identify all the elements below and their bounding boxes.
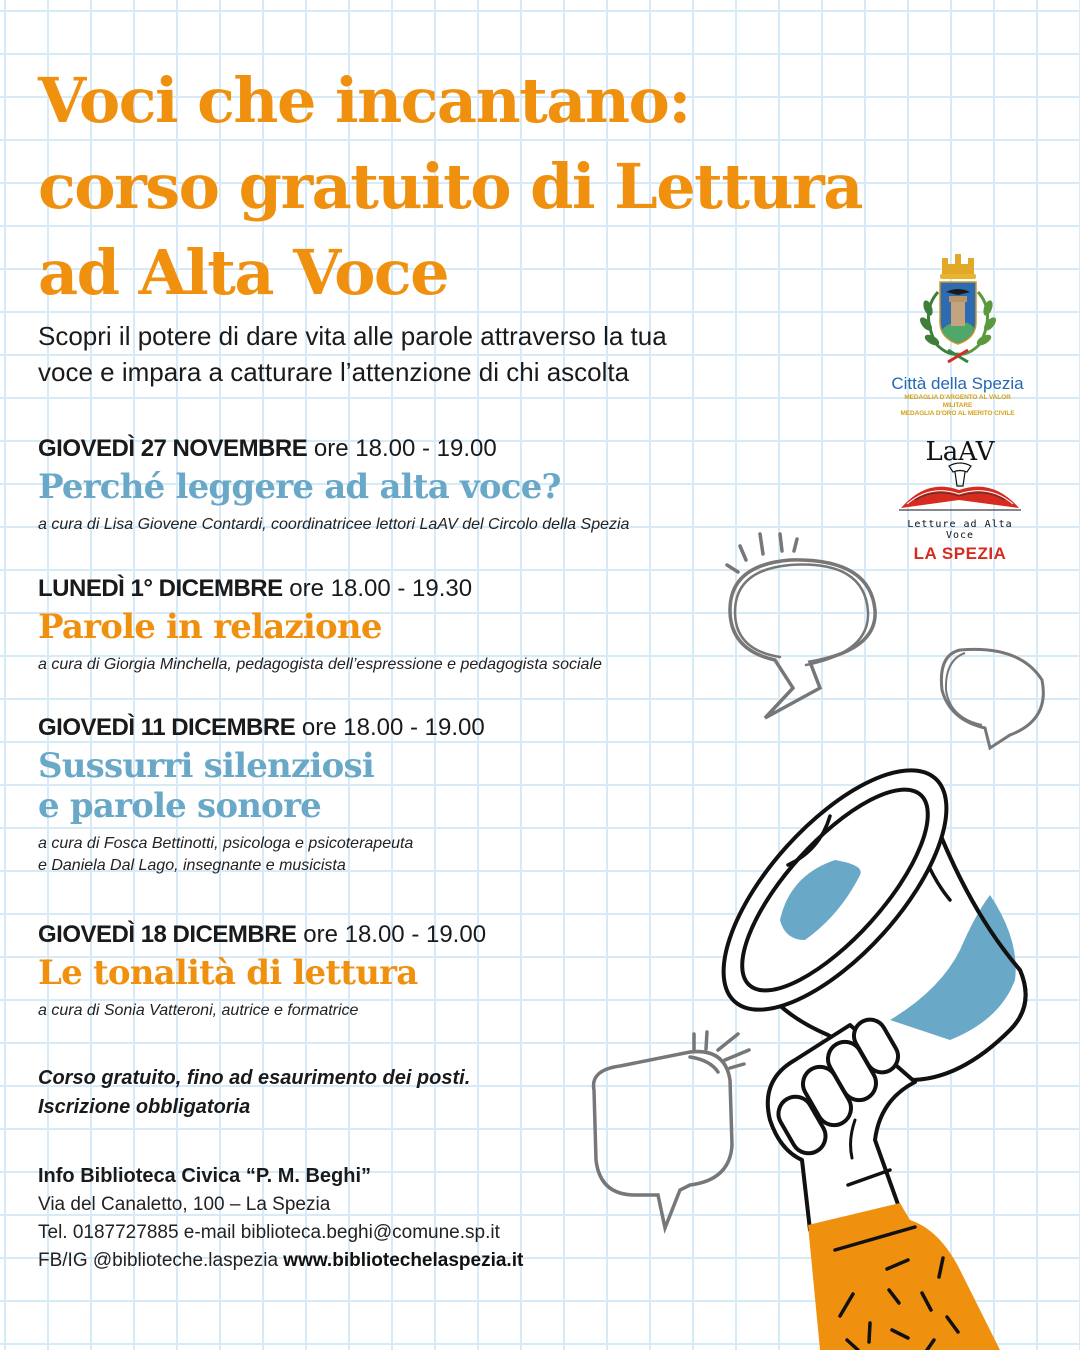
city-logo [890, 252, 1025, 418]
event-curator: a cura di Giorgia Minchella, pedagogista dell’espressione e pedagogista sociale [38, 656, 602, 673]
open-book-icon [897, 432, 1023, 514]
event-date-line [38, 920, 486, 950]
page-title [38, 58, 862, 316]
notice-line: Corso gratuito, fino ad esaurimento dei posti. [38, 1067, 471, 1089]
subtitle-line: Scopri il potere di dare vita alle parole attraverso la tua [38, 321, 667, 351]
subtitle-line: voce e impara a catturare l’attenzione di chi ascolta [38, 357, 630, 387]
speech-bubble-icon [727, 534, 875, 718]
event-date-line [38, 574, 602, 604]
event-time: ore 18.00 - 19.00 [301, 714, 485, 741]
info-title: Info Biblioteca Civica “P. M. Beghi” [38, 1165, 372, 1187]
laav-subtitle: Letture ad Alta Voce [907, 519, 1013, 541]
event-date: GIOVEDÌ 18 DICEMBRE [38, 921, 297, 948]
library-info [38, 1161, 523, 1275]
info-address: Via del Canaletto, 100 – La Spezia [38, 1194, 331, 1215]
info-website-link[interactable]: www.bibliotechelaspezia.it [283, 1250, 524, 1271]
megaphone-illustration [580, 520, 1080, 1350]
event-time: ore 18.00 - 19.00 [303, 921, 487, 948]
event-item [38, 920, 486, 1022]
event-time: ore 18.00 - 19.00 [313, 435, 497, 462]
subtitle [38, 318, 858, 390]
event-title: Sussurri silenziosi [38, 746, 374, 786]
title-line: ad Alta Voce [38, 236, 449, 309]
event-date-line [38, 434, 629, 464]
speech-bubble-icon [594, 1032, 749, 1350]
event-title: Le tonalità di lettura [38, 953, 418, 993]
event-item [38, 713, 485, 877]
event-curator: a cura di Sonia Vatteroni, autrice e formatrice [38, 1002, 359, 1019]
event-date: LUNEDÌ 1° DICEMBRE [38, 575, 283, 602]
event-curator: e Daniela Dal Lago, insegnante e musicista [38, 857, 346, 874]
event-date: GIOVEDÌ 11 DICEMBRE [38, 714, 296, 741]
speech-bubble-icon [941, 649, 1043, 748]
coat-of-arms-icon [898, 252, 1018, 367]
medal-line: MEDAGLIA D'ORO AL MERITO CIVILE [900, 410, 1015, 417]
title-line: corso gratuito di Lettura [38, 150, 862, 223]
title-line: Voci che incantano: [38, 64, 690, 137]
info-social[interactable]: FB/IG @biblioteche.laspezia [38, 1250, 279, 1271]
laav-mark: LaAV [925, 437, 995, 467]
event-title: Parole in relazione [38, 607, 382, 647]
medal-line: MEDAGLIA D'ARGENTO AL VALOR MILITARE [904, 394, 1011, 409]
event-item [38, 574, 602, 676]
city-name: Città della Spezia [891, 374, 1024, 393]
event-date: GIOVEDÌ 27 NOVEMBRE [38, 435, 308, 462]
event-date-line [38, 713, 485, 743]
event-title: e parole sonore [38, 786, 322, 826]
event-curator: a cura di Fosca Bettinotti, psicologa e psicoterapeuta [38, 835, 414, 852]
laav-city: LA SPEZIA [913, 544, 1007, 563]
event-title: Perché leggere ad alta voce? [38, 467, 561, 507]
info-social-line [38, 1247, 523, 1275]
registration-notice [38, 1064, 470, 1122]
event-curator: a cura di Lisa Giovene Contardi, coordinatricee lettori LaAV del Circolo della Spezia [38, 516, 630, 533]
info-contact[interactable]: Tel. 0187727885 e-mail biblioteca.beghi@comune.sp.it [38, 1222, 500, 1243]
event-item [38, 434, 629, 536]
notice-line: Iscrizione obbligatoria [38, 1096, 251, 1118]
event-time: ore 18.00 - 19.30 [289, 575, 473, 602]
